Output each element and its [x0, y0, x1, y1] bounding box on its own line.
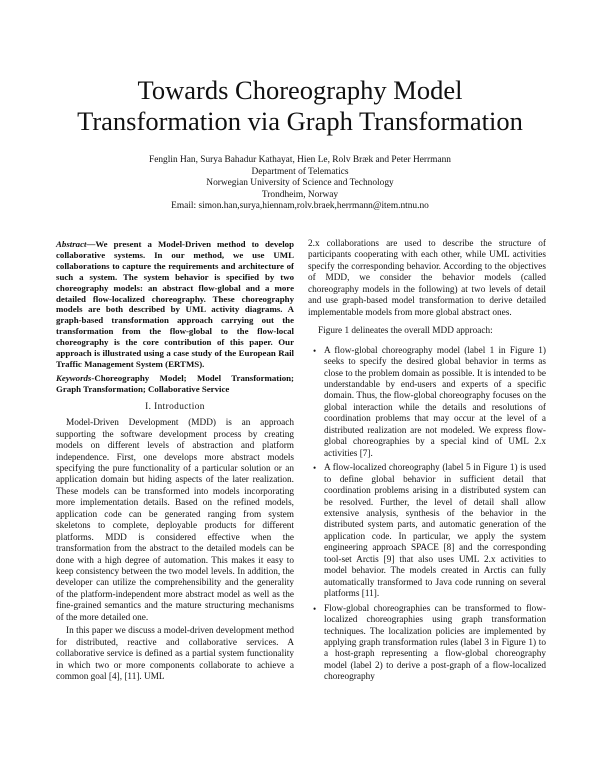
author-list: Fenglin Han, Surya Bahadur Kathayat, Hien Le, Rolv Bræk and Peter Herrmann [148, 155, 451, 165]
university: Norwegian University of Science and Technology [206, 178, 394, 189]
approach-list [308, 346, 546, 684]
paper-title-line-2: Transformation via Graph Transformation [77, 106, 523, 136]
section-heading-introduction: I. Introduction [145, 401, 205, 412]
abstract [56, 239, 294, 370]
abstract-lead: Abstract [56, 239, 87, 249]
bullet-icon: • [313, 345, 317, 356]
keywords-text: -Choreography Model; Model Transformation; Graph Transformation; Collaborative Service [56, 372, 294, 394]
intro-paragraph-2-continued: 2.x collaborations are used to describe the structure of participants cooperating with each other, while UML activities specify the corresponding behavior. According to the objectives of MDD, we consider the behavior models (called choreography models in the following) at two levels of detail and use graph-based model transformation to derive detailed implementable models from more global abstract ones. [308, 239, 546, 318]
bullet-icon: • [313, 463, 317, 474]
department: Department of Telematics [251, 166, 349, 177]
keywords-lead: Keywords [56, 372, 92, 383]
keywords [56, 373, 294, 395]
intro-paragraph-2: In this paper we discuss a model-driven development method for distributed, reactive and collaborative services. A collaborative service is defined as a partial system functionality in which two or more components collaborate to achieve a common goal [4], [11]. UML [56, 626, 294, 683]
list-item-text: A flow-localized choreography (label 5 in Figure 1) is used to define global behavior in sufficient detail that coordination problems arising in a distributed system can be resolved. Further, the level of detail shall allow extensive analysis, synthesis of the behavior in the distributed system parts, and automatic generation of the application code. In particular, we apply the system engineering approach SPACE [8] and the corresponding tool-set Arctis [9] that also uses UML 2.x activities to model behavior. The models created in Arctis can fully automatically transformed to Java code running on several platforms [11]. [324, 463, 546, 600]
list-item [313, 603, 546, 684]
intro-paragraph-3: Figure 1 delineates the overall MDD approach: [318, 326, 493, 337]
list-item-text: Flow-global choreographies can be transformed to flow-localized choreographies using graph transformation techniques. The localization policies are implemented by applying graph transformation rules (label 3 in Figure 1) to a host-graph representing a flow-global choreography model (label 2) to derive a post-graph of a flow-localized choreography [324, 603, 546, 683]
abstract-text: —We present a Model-Driven method to develop collaborative systems. In our method, we use UML collaborations to capture the requirements and architecture of such a system. The system behavior is specified by two choreography models: an abstract flow-global and a more detailed flow-localized choreography. These choreography models are both described by UML activity diagrams. A graph-based transformation approach carrying out the transformation from the flow-global to the flow-local choreography is the core contribution of this paper. Our approach is illustrated using a case study of the European Rail Traffic Management System (ERTMS). [56, 239, 294, 369]
left-column [56, 239, 294, 684]
paper-title-line-1: Towards Choreography Model [137, 75, 463, 105]
list-item [313, 463, 546, 600]
bullet-icon: • [313, 603, 317, 614]
email: Email: simon.han,surya,hiennam,rolv.braek,herrmann@item.ntnu.no [171, 201, 429, 212]
author-block [60, 155, 540, 213]
city: Trondheim, Norway [261, 189, 339, 200]
right-column [308, 239, 546, 687]
list-item [313, 345, 546, 461]
intro-paragraph-1: Model-Driven Development (MDD) is an approach supporting the software development process by creating models on different levels of abstraction and platform independence. First, one develops more abstract models specifying the pure functionality of a particular solution or an application domain but hiding aspects of the later realization. These models can be transformed into models incorporating more implementation details. Based on the refined models, application code can be generated ranging from system skeletons to complete, deployable products for different platforms. MDD is considered effective when the transformation from the abstract to the detailed models can be done with a high degree of automation. This makes it easy to keep consistency between the two model levels. In addition, the developer can utilize the comprehensibility and the generality of the platform-independent more abstract model as well as the fine-grained semantics and the mature structuring mechanisms of the more detailed one. [56, 418, 294, 623]
list-item-text: A flow-global choreography model (label 1 in Figure 1) seeks to specify the desired global behavior in terms as close to the problem domain as possible. It is intended to be understandable by end-users and experts of a specific domain. Thus, the flow-global choreography focuses on the global interaction while the details and resolutions of coordination problems that may occur at the level of a distributed realization are not modeled. We express flow-global choreographies by a special kind of UML 2.x activities [7]. [324, 345, 546, 459]
